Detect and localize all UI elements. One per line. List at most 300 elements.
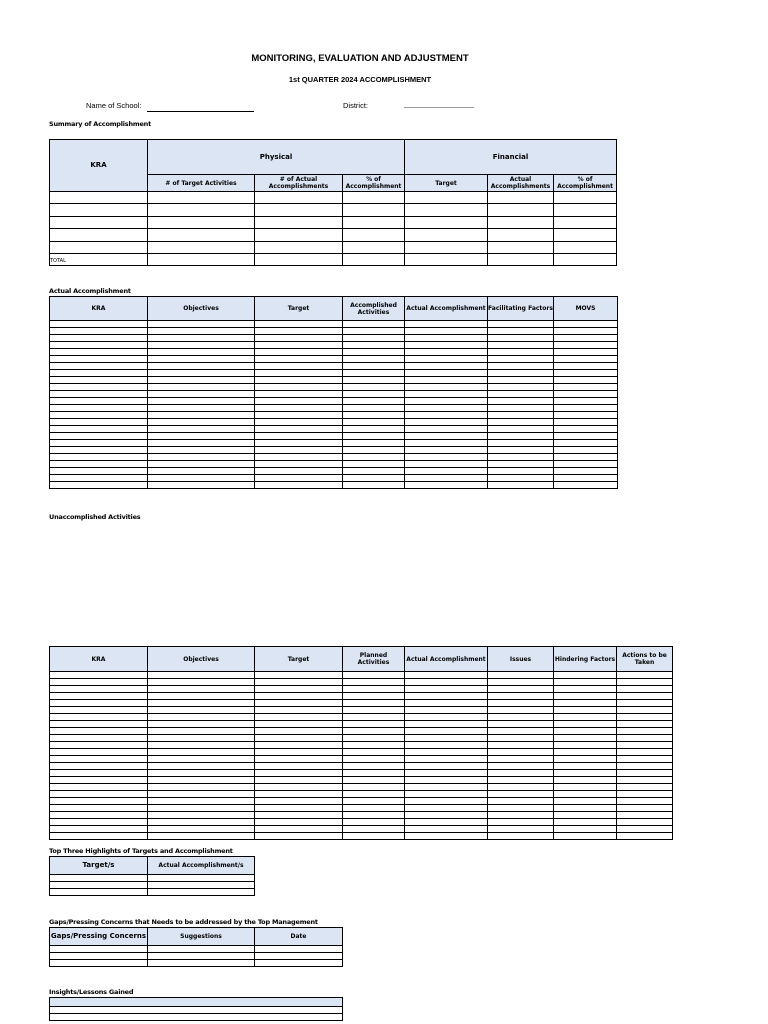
- table-cell[interactable]: [488, 192, 554, 204]
- table-cell[interactable]: [488, 475, 554, 482]
- table-cell[interactable]: [488, 391, 554, 398]
- table-cell[interactable]: [50, 454, 148, 461]
- table-cell[interactable]: [50, 812, 148, 819]
- table-cell[interactable]: [148, 440, 255, 447]
- table-cell[interactable]: [343, 377, 405, 384]
- table-cell[interactable]: [405, 826, 488, 833]
- table-cell[interactable]: [148, 882, 255, 889]
- table-cell[interactable]: [255, 770, 343, 777]
- table-cell[interactable]: [343, 412, 405, 419]
- table-cell[interactable]: [343, 763, 405, 770]
- table-cell[interactable]: [50, 953, 148, 960]
- table-cell[interactable]: [554, 749, 617, 756]
- table-cell[interactable]: [554, 693, 617, 700]
- table-cell[interactable]: [50, 756, 148, 763]
- table-cell[interactable]: [50, 889, 148, 896]
- table-cell[interactable]: [343, 475, 405, 482]
- table-cell[interactable]: [50, 1007, 343, 1014]
- table-cell[interactable]: [405, 405, 488, 412]
- table-cell[interactable]: [148, 679, 255, 686]
- table-cell[interactable]: [343, 241, 405, 253]
- table-cell[interactable]: [50, 700, 148, 707]
- table-cell[interactable]: [554, 370, 618, 377]
- table-cell[interactable]: [617, 770, 673, 777]
- table-cell[interactable]: [554, 819, 617, 826]
- table-cell[interactable]: [148, 819, 255, 826]
- table-cell[interactable]: [405, 419, 488, 426]
- table-cell[interactable]: [50, 833, 148, 840]
- table-cell[interactable]: [255, 791, 343, 798]
- table-cell[interactable]: [343, 391, 405, 398]
- table-cell[interactable]: [50, 356, 148, 363]
- table-cell[interactable]: [554, 461, 618, 468]
- table-cell[interactable]: [554, 204, 617, 216]
- table-cell[interactable]: [148, 714, 255, 721]
- table-cell[interactable]: [50, 875, 148, 882]
- table-cell[interactable]: [405, 791, 488, 798]
- table-cell[interactable]: [554, 672, 617, 679]
- table-cell[interactable]: [343, 370, 405, 377]
- table-cell[interactable]: [405, 728, 488, 735]
- table-cell[interactable]: [405, 672, 488, 679]
- table-cell[interactable]: [554, 812, 617, 819]
- table-cell[interactable]: [488, 412, 554, 419]
- table-cell[interactable]: [343, 812, 405, 819]
- table-cell[interactable]: [50, 342, 148, 349]
- table-cell[interactable]: [405, 349, 488, 356]
- table-cell[interactable]: [405, 342, 488, 349]
- table-cell[interactable]: [554, 321, 618, 328]
- table-cell[interactable]: [255, 679, 343, 686]
- table-cell[interactable]: [554, 468, 618, 475]
- table-cell[interactable]: [255, 672, 343, 679]
- table-cell[interactable]: [255, 735, 343, 742]
- table-cell[interactable]: [554, 777, 617, 784]
- table-cell[interactable]: [554, 363, 618, 370]
- table-cell[interactable]: [488, 468, 554, 475]
- table-cell[interactable]: [255, 328, 343, 335]
- table-cell[interactable]: [255, 482, 343, 489]
- table-cell[interactable]: [343, 672, 405, 679]
- table-cell[interactable]: [554, 728, 617, 735]
- table-cell[interactable]: [50, 216, 148, 228]
- table-cell[interactable]: [554, 229, 617, 241]
- table-cell[interactable]: [405, 833, 488, 840]
- table-cell[interactable]: [488, 335, 554, 342]
- table-cell[interactable]: [255, 253, 343, 265]
- table-cell[interactable]: [554, 721, 617, 728]
- table-cell[interactable]: [488, 405, 554, 412]
- table-cell[interactable]: [343, 742, 405, 749]
- table-cell[interactable]: [255, 777, 343, 784]
- table-cell[interactable]: [343, 700, 405, 707]
- table-cell[interactable]: [488, 440, 554, 447]
- table-cell[interactable]: [617, 756, 673, 763]
- table-cell[interactable]: [488, 229, 554, 241]
- table-cell[interactable]: [488, 377, 554, 384]
- table-cell[interactable]: [148, 356, 255, 363]
- table-cell[interactable]: [255, 426, 343, 433]
- table-cell[interactable]: [343, 229, 405, 241]
- table-cell[interactable]: [554, 686, 617, 693]
- table-cell[interactable]: [617, 728, 673, 735]
- table-cell[interactable]: [343, 440, 405, 447]
- table-cell[interactable]: [50, 204, 148, 216]
- table-cell[interactable]: [148, 454, 255, 461]
- table-cell[interactable]: [148, 763, 255, 770]
- table-cell[interactable]: [343, 335, 405, 342]
- table-cell[interactable]: [405, 447, 488, 454]
- table-cell[interactable]: [488, 742, 554, 749]
- table-cell[interactable]: [343, 454, 405, 461]
- table-cell[interactable]: [255, 349, 343, 356]
- table-cell[interactable]: [554, 805, 617, 812]
- table-cell[interactable]: [255, 468, 343, 475]
- table-cell[interactable]: [405, 805, 488, 812]
- table-cell[interactable]: [255, 321, 343, 328]
- table-cell[interactable]: [488, 826, 554, 833]
- table-cell[interactable]: [148, 377, 255, 384]
- table-cell[interactable]: [554, 447, 618, 454]
- table-cell[interactable]: [488, 454, 554, 461]
- table-cell[interactable]: [617, 700, 673, 707]
- table-cell[interactable]: [488, 384, 554, 391]
- table-cell[interactable]: [148, 707, 255, 714]
- table-cell[interactable]: [405, 679, 488, 686]
- table-cell[interactable]: [405, 391, 488, 398]
- table-cell[interactable]: [148, 426, 255, 433]
- table-cell[interactable]: [148, 204, 255, 216]
- table-cell[interactable]: [148, 370, 255, 377]
- table-cell[interactable]: [617, 735, 673, 742]
- table-cell[interactable]: [405, 468, 488, 475]
- table-cell[interactable]: [50, 777, 148, 784]
- table-cell[interactable]: [617, 721, 673, 728]
- table-cell[interactable]: [405, 454, 488, 461]
- table-cell[interactable]: [255, 721, 343, 728]
- table-cell[interactable]: [488, 812, 554, 819]
- table-cell[interactable]: [405, 819, 488, 826]
- table-cell[interactable]: [50, 784, 148, 791]
- table-cell[interactable]: [343, 398, 405, 405]
- table-cell[interactable]: [343, 253, 405, 265]
- table-cell[interactable]: [343, 749, 405, 756]
- table-cell[interactable]: [554, 742, 617, 749]
- table-cell[interactable]: [617, 763, 673, 770]
- table-cell[interactable]: [488, 426, 554, 433]
- table-cell[interactable]: [148, 791, 255, 798]
- table-cell[interactable]: [554, 335, 618, 342]
- table-cell[interactable]: [488, 398, 554, 405]
- table-cell[interactable]: [488, 833, 554, 840]
- table-cell[interactable]: [554, 405, 618, 412]
- table-cell[interactable]: [148, 342, 255, 349]
- table-cell[interactable]: [50, 241, 148, 253]
- table-cell[interactable]: [148, 889, 255, 896]
- table-cell[interactable]: [255, 356, 343, 363]
- table-cell[interactable]: [50, 672, 148, 679]
- table-cell[interactable]: [255, 819, 343, 826]
- table-cell[interactable]: [488, 735, 554, 742]
- table-cell[interactable]: [50, 763, 148, 770]
- table-cell[interactable]: [50, 1014, 343, 1021]
- table-cell[interactable]: [554, 798, 617, 805]
- table-cell[interactable]: [617, 805, 673, 812]
- table-cell[interactable]: [343, 419, 405, 426]
- table-cell[interactable]: [343, 770, 405, 777]
- table-cell[interactable]: [405, 700, 488, 707]
- table-cell[interactable]: [405, 335, 488, 342]
- table-cell[interactable]: [148, 229, 255, 241]
- table-cell[interactable]: [343, 447, 405, 454]
- table-cell[interactable]: [405, 241, 488, 253]
- table-cell[interactable]: [343, 405, 405, 412]
- table-cell[interactable]: [50, 475, 148, 482]
- table-cell[interactable]: [148, 728, 255, 735]
- table-cell[interactable]: [255, 440, 343, 447]
- table-cell[interactable]: [405, 216, 488, 228]
- table-cell[interactable]: [50, 328, 148, 335]
- table-cell[interactable]: [554, 763, 617, 770]
- table-cell[interactable]: [405, 412, 488, 419]
- table-cell[interactable]: [488, 805, 554, 812]
- table-cell[interactable]: [343, 798, 405, 805]
- table-cell[interactable]: [343, 819, 405, 826]
- table-cell[interactable]: [343, 363, 405, 370]
- table-cell[interactable]: [405, 686, 488, 693]
- table-cell[interactable]: [343, 679, 405, 686]
- table-cell[interactable]: [554, 756, 617, 763]
- table-cell[interactable]: [617, 791, 673, 798]
- table-cell[interactable]: [405, 204, 488, 216]
- table-cell[interactable]: [255, 798, 343, 805]
- table-cell[interactable]: [255, 812, 343, 819]
- table-cell[interactable]: [488, 461, 554, 468]
- table-cell[interactable]: [255, 204, 343, 216]
- table-cell[interactable]: [617, 686, 673, 693]
- table-cell[interactable]: [343, 356, 405, 363]
- table-cell[interactable]: [50, 461, 148, 468]
- table-cell[interactable]: [50, 229, 148, 241]
- table-cell[interactable]: [50, 882, 148, 889]
- table-cell[interactable]: [488, 798, 554, 805]
- table-cell[interactable]: [255, 805, 343, 812]
- table-cell[interactable]: [50, 805, 148, 812]
- table-cell[interactable]: [617, 798, 673, 805]
- table-cell[interactable]: [50, 798, 148, 805]
- table-cell[interactable]: [148, 461, 255, 468]
- table-cell[interactable]: [488, 686, 554, 693]
- table-cell[interactable]: [255, 398, 343, 405]
- table-cell[interactable]: [405, 426, 488, 433]
- table-cell[interactable]: [554, 791, 617, 798]
- table-cell[interactable]: [148, 756, 255, 763]
- table-cell[interactable]: [343, 728, 405, 735]
- table-cell[interactable]: [50, 370, 148, 377]
- table-cell[interactable]: [343, 216, 405, 228]
- table-cell[interactable]: [50, 349, 148, 356]
- table-cell[interactable]: [554, 241, 617, 253]
- table-cell[interactable]: [50, 419, 148, 426]
- table-cell[interactable]: [488, 728, 554, 735]
- table-cell[interactable]: [488, 447, 554, 454]
- table-cell[interactable]: [405, 714, 488, 721]
- table-cell[interactable]: [343, 482, 405, 489]
- table-cell[interactable]: [50, 405, 148, 412]
- table-cell[interactable]: [50, 335, 148, 342]
- table-cell[interactable]: [343, 784, 405, 791]
- table-cell[interactable]: [148, 953, 255, 960]
- table-cell[interactable]: [148, 192, 255, 204]
- table-cell[interactable]: [554, 679, 617, 686]
- table-cell[interactable]: [488, 791, 554, 798]
- table-cell[interactable]: [343, 461, 405, 468]
- table-cell[interactable]: [554, 412, 618, 419]
- table-cell[interactable]: [488, 370, 554, 377]
- table-cell[interactable]: [255, 686, 343, 693]
- table-cell[interactable]: [148, 363, 255, 370]
- table-cell[interactable]: [405, 363, 488, 370]
- table-cell[interactable]: [148, 826, 255, 833]
- table-cell[interactable]: [554, 216, 617, 228]
- table-cell[interactable]: [488, 707, 554, 714]
- table-cell[interactable]: [343, 328, 405, 335]
- table-cell[interactable]: [148, 412, 255, 419]
- table-cell[interactable]: [148, 805, 255, 812]
- table-cell[interactable]: [343, 707, 405, 714]
- table-cell[interactable]: [405, 384, 488, 391]
- table-cell[interactable]: [255, 461, 343, 468]
- table-cell[interactable]: [554, 833, 617, 840]
- district-field[interactable]: [404, 107, 474, 108]
- table-cell[interactable]: [255, 953, 343, 960]
- table-cell[interactable]: [50, 819, 148, 826]
- table-cell[interactable]: [255, 405, 343, 412]
- table-cell[interactable]: [554, 356, 618, 363]
- table-cell[interactable]: [554, 419, 618, 426]
- table-cell[interactable]: [50, 440, 148, 447]
- table-cell[interactable]: [554, 253, 617, 265]
- table-cell[interactable]: [343, 693, 405, 700]
- table-cell[interactable]: [148, 468, 255, 475]
- table-cell[interactable]: [488, 363, 554, 370]
- table-cell[interactable]: [488, 693, 554, 700]
- table-cell[interactable]: [343, 204, 405, 216]
- table-cell[interactable]: [255, 475, 343, 482]
- table-cell[interactable]: [50, 791, 148, 798]
- table-cell[interactable]: [148, 812, 255, 819]
- table-cell[interactable]: [148, 216, 255, 228]
- table-cell[interactable]: [148, 328, 255, 335]
- table-cell[interactable]: [405, 398, 488, 405]
- table-cell[interactable]: [343, 686, 405, 693]
- table-cell[interactable]: [148, 321, 255, 328]
- table-cell[interactable]: [50, 721, 148, 728]
- table-cell[interactable]: [405, 377, 488, 384]
- table-cell[interactable]: [255, 700, 343, 707]
- table-cell[interactable]: [488, 482, 554, 489]
- table-cell[interactable]: [488, 349, 554, 356]
- table-cell[interactable]: [255, 412, 343, 419]
- table-cell[interactable]: [148, 798, 255, 805]
- table-cell[interactable]: [554, 714, 617, 721]
- table-cell[interactable]: [554, 770, 617, 777]
- table-cell[interactable]: [554, 440, 618, 447]
- table-cell[interactable]: [554, 328, 618, 335]
- table-cell[interactable]: [148, 784, 255, 791]
- table-cell[interactable]: [405, 721, 488, 728]
- table-cell[interactable]: [554, 784, 617, 791]
- table-cell[interactable]: [405, 328, 488, 335]
- table-cell[interactable]: [405, 229, 488, 241]
- table-cell[interactable]: [148, 241, 255, 253]
- table-cell[interactable]: [405, 756, 488, 763]
- table-cell[interactable]: [148, 419, 255, 426]
- table-cell[interactable]: [405, 440, 488, 447]
- table-cell[interactable]: [488, 819, 554, 826]
- table-cell[interactable]: [148, 253, 255, 265]
- table-cell[interactable]: [50, 363, 148, 370]
- table-cell[interactable]: [405, 461, 488, 468]
- table-cell[interactable]: [148, 475, 255, 482]
- table-cell[interactable]: [50, 447, 148, 454]
- table-cell[interactable]: [488, 700, 554, 707]
- table-cell[interactable]: [405, 192, 488, 204]
- table-cell[interactable]: [148, 749, 255, 756]
- table-cell[interactable]: [554, 384, 618, 391]
- table-cell[interactable]: [554, 454, 618, 461]
- table-cell[interactable]: [148, 433, 255, 440]
- table-cell[interactable]: [50, 384, 148, 391]
- table-cell[interactable]: [255, 833, 343, 840]
- table-cell[interactable]: [405, 770, 488, 777]
- table-cell[interactable]: [343, 468, 405, 475]
- table-cell[interactable]: [148, 742, 255, 749]
- table-cell[interactable]: [405, 433, 488, 440]
- table-cell[interactable]: [488, 419, 554, 426]
- table-cell[interactable]: [405, 356, 488, 363]
- table-cell[interactable]: [488, 241, 554, 253]
- table-cell[interactable]: [148, 335, 255, 342]
- table-cell[interactable]: [488, 321, 554, 328]
- table-cell[interactable]: [405, 321, 488, 328]
- table-cell[interactable]: [50, 707, 148, 714]
- table-cell[interactable]: [488, 253, 554, 265]
- table-cell[interactable]: [255, 960, 343, 967]
- table-cell[interactable]: [343, 349, 405, 356]
- table-cell[interactable]: [148, 391, 255, 398]
- table-cell[interactable]: [554, 826, 617, 833]
- table-cell[interactable]: [50, 728, 148, 735]
- table-cell[interactable]: [343, 342, 405, 349]
- table-cell[interactable]: [255, 433, 343, 440]
- table-cell[interactable]: [405, 763, 488, 770]
- table-cell[interactable]: [255, 714, 343, 721]
- table-cell[interactable]: [255, 763, 343, 770]
- table-cell[interactable]: [617, 714, 673, 721]
- table-cell[interactable]: [255, 419, 343, 426]
- table-cell[interactable]: [554, 192, 617, 204]
- table-cell[interactable]: [255, 946, 343, 953]
- table-cell[interactable]: [148, 735, 255, 742]
- table-cell[interactable]: [148, 349, 255, 356]
- table-cell[interactable]: [148, 875, 255, 882]
- table-cell[interactable]: [50, 826, 148, 833]
- table-cell[interactable]: [148, 398, 255, 405]
- table-cell[interactable]: [488, 770, 554, 777]
- table-cell[interactable]: [50, 693, 148, 700]
- table-cell[interactable]: [617, 812, 673, 819]
